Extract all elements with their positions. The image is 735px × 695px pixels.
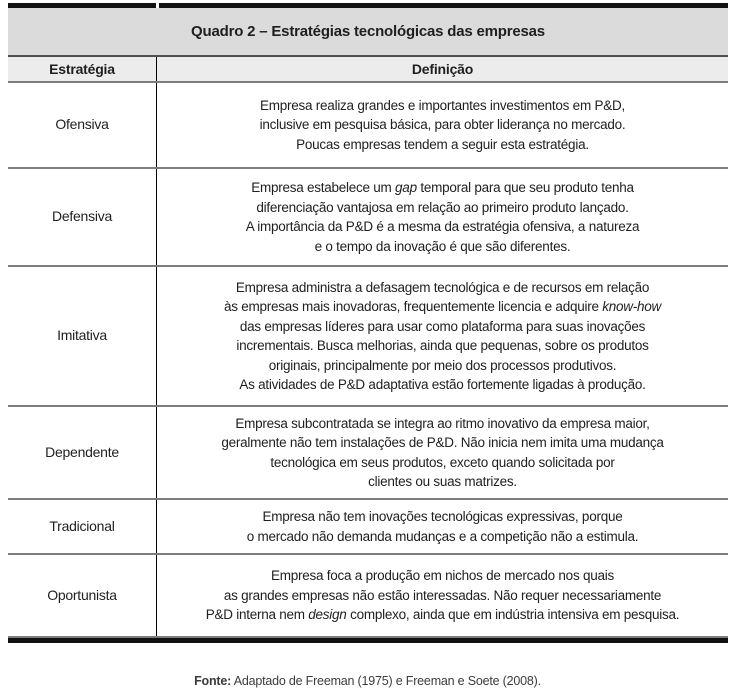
strategy-cell: Defensiva (8, 169, 157, 265)
top-border-left-segment (8, 3, 156, 8)
table-title: Quadro 2 – Estratégias tecnológicas das empresas (8, 8, 728, 57)
definition-cell: Empresa realiza grandes e importantes investimentos em P&D, inclusive em pesquisa básica, para obter liderança no mercado. Poucas empresas tendem a seguir esta estratégia. (259, 97, 626, 152)
table-row-defensiva (8, 169, 728, 267)
source-text: Adaptado de Freeman (1975) e Freeman e Soete (2008). (231, 674, 541, 688)
top-border-right-segment (159, 3, 728, 8)
definition-cell: Empresa subcontratada se integra ao ritmo inovativo da empresa maior, geralmente não tem instalações de P&D. Não inicia nem imita uma mudança tecnológica em seus produtos, exceto quando solicitada por clientes ou suas matrizes. (221, 415, 664, 489)
definition-cell: Empresa estabelece um gap temporal para que seu produto tenha diferenciação vantajosa em relação ao primeiro produto lançado. A importância da P&D é a mesma da estratégia ofensiva, a natureza e o tempo da inovação é que são diferentes. (245, 180, 640, 254)
column-header-estrategia: Estratégia (8, 57, 157, 81)
table-row-oportunista (8, 555, 728, 638)
definition-cell: Empresa foca a produção em nichos de mercado nos quais as grandes empresas não estão interessadas. Não requer necessariamente P&D interna nem design complexo, ainda que em indústria intensiva em pesquisa. (205, 568, 680, 623)
strategy-cell: Dependente (8, 407, 157, 498)
source-note (0, 674, 735, 688)
source-label: Fonte: (194, 674, 232, 688)
table-top-border (8, 3, 728, 8)
column-header-definicao: Definição (411, 61, 474, 77)
table-row-imitativa (8, 267, 728, 407)
strategy-cell: Tradicional (8, 500, 157, 553)
table-header-row (8, 57, 728, 83)
table-bottom-border (8, 638, 728, 643)
table-row-dependente (8, 407, 728, 500)
table-row-ofensiva (8, 83, 728, 169)
strategy-cell: Ofensiva (8, 83, 157, 167)
strategy-cell: Imitativa (8, 267, 157, 405)
definition-cell: Empresa administra a defasagem tecnológica e de recursos em relação às empresas mais inovadoras, frequentemente licencia e adquire know-how das empresas líderes para usar como plataforma para suas inovações incrementais. Busca melhorias, ainda que pequenas, sobre os produtos originais, principalmente por meio dos processos produtivos. As atividades de P&D adaptativa estão fortemente ligadas à produção. (224, 279, 661, 392)
definition-cell: Empresa não tem inovações tecnológicas expressivas, porque o mercado não demanda mudanças e a competição não a estimula. (246, 509, 639, 544)
table-row-tradicional (8, 500, 728, 555)
quadro-table (8, 3, 728, 643)
strategy-cell: Oportunista (8, 555, 157, 636)
